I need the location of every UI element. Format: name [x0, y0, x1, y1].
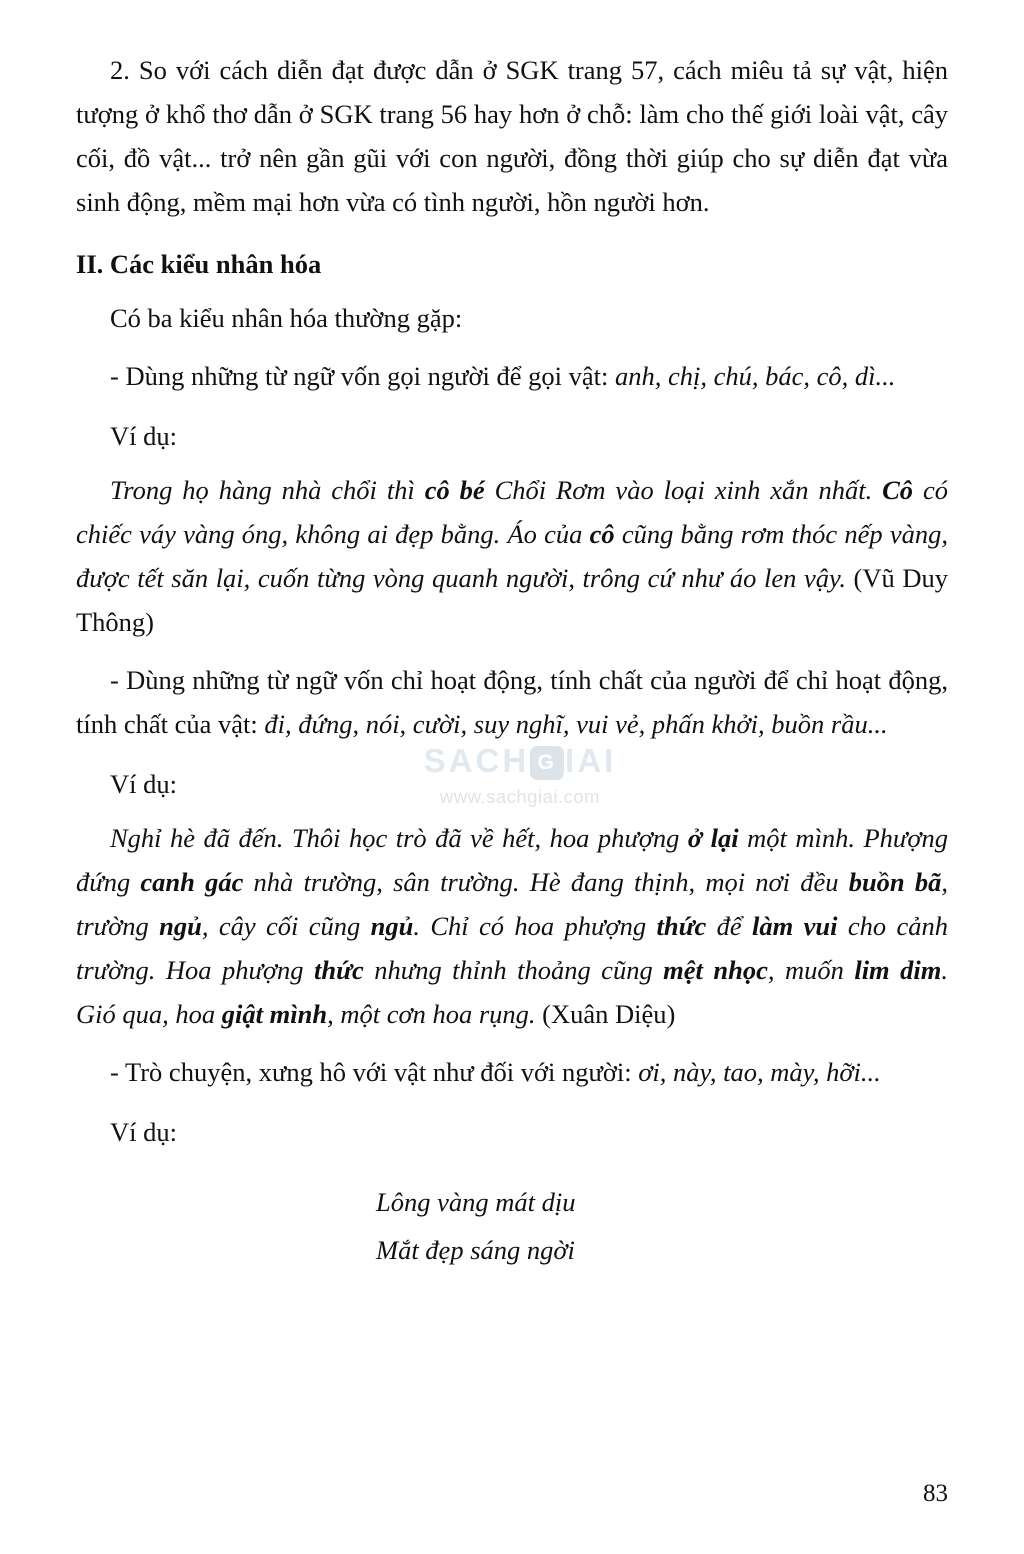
quote2-seg17: nhưng thỉnh thoảng cũng	[363, 955, 664, 985]
bullet-2-examples: đi, đứng, nói, cười, suy nghĩ, vui vẻ, phấn khởi, buồn rầu...	[264, 709, 888, 739]
quote2-seg22: giật mình	[221, 999, 328, 1029]
quote1-seg5: có chiếc váy vàng óng, không ai đẹp bằng. Áo của	[76, 475, 948, 549]
quote2-seg3: một mình. Phượng đứng	[76, 823, 948, 897]
quote2-seg18: mệt nhọc	[663, 955, 768, 985]
quote2-seg6: buồn bã	[848, 867, 942, 897]
example-quote-1	[76, 468, 948, 644]
bullet-1-text: - Dùng những từ ngữ vốn gọi người để gọi vật:	[110, 361, 616, 391]
bullet-item-1	[76, 354, 948, 398]
example-label-3: Ví dụ:	[110, 1117, 177, 1147]
bullet-3-examples: ơi, này, tao, mày, hỡi...	[638, 1057, 881, 1087]
quote2-seg16: thức	[314, 955, 364, 985]
poem-block	[76, 1178, 948, 1274]
quote2-seg15: cho cảnh trường. Hoa phượng	[76, 911, 948, 985]
quote2-seg11: . Chỉ có hoa phượng	[413, 911, 657, 941]
quote1-seg1: Trong họ hàng nhà chổi thì	[110, 475, 425, 505]
quote2-seg8: ngủ	[159, 911, 202, 941]
bullet-1-examples: anh, chị, chú, bác, cô, dì...	[615, 361, 896, 391]
quote2-seg21: . Gió qua, hoa	[76, 955, 948, 1029]
poem-line-1: Lông vàng mát dịu	[376, 1187, 576, 1217]
bullet-3-text: - Trò chuyện, xưng hô với vật như đối với người:	[110, 1057, 639, 1087]
quote1-seg3: Chổi Rơm vào loại xinh xắn nhất.	[484, 475, 883, 505]
quote2-seg20: lim dim	[854, 955, 942, 985]
section-heading-ii: II. Các kiểu nhân hóa	[76, 249, 322, 279]
example-label-1: Ví dụ:	[110, 421, 177, 451]
page-content	[76, 48, 948, 1274]
quote2-seg14: làm vui	[752, 911, 838, 941]
quote1-attribution: (Vũ Duy Thông)	[76, 563, 948, 637]
quote1-seg7: cũng bằng rơm thóc nếp vàng, được tết săn lại, cuốn từng vòng quanh người, trông cứ như áo len vậy.	[76, 519, 948, 593]
watermark-url: www.sachgiai.com	[439, 786, 601, 808]
page-number: 83	[923, 1480, 948, 1507]
quote2-seg5: nhà trường, sân trường. Hè đang thịnh, mọi nơi đều	[243, 867, 849, 897]
watermark-text-right: IAI	[565, 742, 617, 779]
quote2-seg13: để	[706, 911, 752, 941]
quote2-seg7: , trường	[76, 867, 948, 941]
example-label-2: Ví dụ:	[110, 769, 177, 799]
quote1-seg4: Cô	[882, 475, 914, 505]
paragraph-intro: 2. So với cách diễn đạt được dẫn ở SGK trang 57, cách miêu tả sự vật, hiện tượng ở khổ thơ dẫn ở SGK trang 56 hay hơn ở chỗ: làm cho thế giới loài vật, cây cối, đồ vật... trở nên gần gũi với con người, đồng thời giúp cho sự diễn đạt vừa sinh động, mềm mại hơn vừa có tình người, hồn người hơn.	[76, 55, 948, 217]
quote2-seg4: canh gác	[140, 867, 244, 897]
paragraph-three-types: Có ba kiểu nhân hóa thường gặp:	[110, 303, 463, 333]
bullet-2-text: - Dùng những từ ngữ vốn chỉ hoạt động, tính chất của người để chỉ hoạt động, tính chất của vật:	[76, 665, 948, 739]
quote2-seg10: ngủ	[370, 911, 414, 941]
quote2-attribution: (Xuân Diệu)	[542, 999, 676, 1029]
example-quote-2	[76, 816, 948, 1036]
quote2-seg23: , một cơn hoa rụng.	[327, 999, 543, 1029]
quote2-seg12: thức	[656, 911, 707, 941]
quote2-seg1: Nghỉ hè đã đến. Thôi học trò đã về hết, hoa phượng	[110, 823, 688, 853]
quote1-seg6: cô	[589, 519, 615, 549]
watermark-text-left: SACH	[423, 742, 530, 779]
bullet-item-3	[76, 1050, 948, 1094]
quote2-seg2: ở lại	[687, 823, 739, 853]
quote2-seg9: , cây cối cũng	[201, 911, 371, 941]
quote1-seg2: cô bé	[424, 475, 485, 505]
watermark-badge-icon: G	[530, 746, 564, 780]
quote2-seg19: , muốn	[767, 955, 855, 985]
bullet-item-2	[76, 658, 948, 746]
poem-line-2: Mắt đẹp sáng ngời	[376, 1235, 575, 1265]
